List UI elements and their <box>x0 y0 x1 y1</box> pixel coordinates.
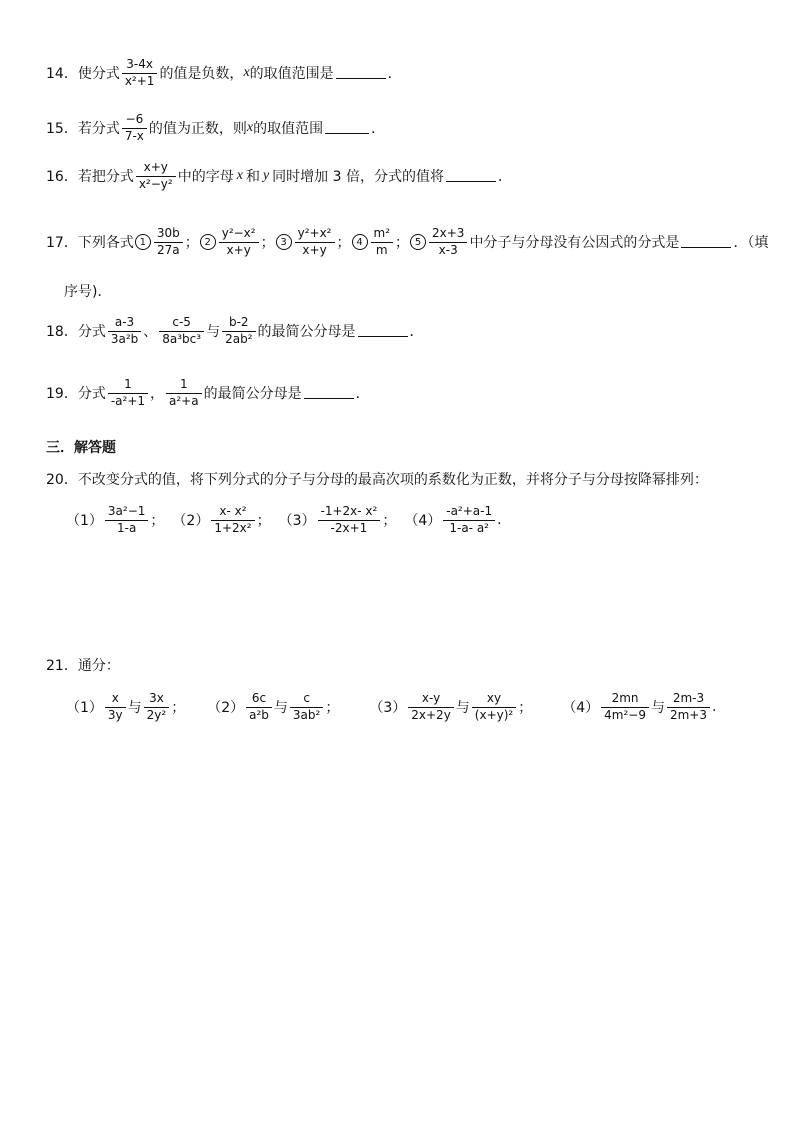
fraction: $\frac{xy}{\text{(x+y)²}}$ <box>472 692 516 723</box>
question-number: 15． <box>46 121 78 138</box>
fraction: $\frac{30b}{27a}$ <box>154 227 183 258</box>
fraction: $\frac{x+y}{\text{x²−y²}}$ <box>136 161 176 192</box>
question-number: 14． <box>46 66 78 83</box>
question-20-parts <box>66 505 510 536</box>
fraction: $\frac{\text{-1+2x- x²}}{-2x+1}$ <box>318 505 381 536</box>
fraction: $\frac{2mn}{\text{4m²−9}}$ <box>601 692 649 723</box>
question-21-parts <box>66 692 724 723</box>
answer-blank[interactable] <box>304 397 354 399</box>
question-number: 20． <box>46 472 78 488</box>
question-14: 14． 使分式 $\frac{3-4x}{\text{x²+1}}$ 的值是负数， x 的取值范围是 ． <box>46 57 402 88</box>
section-heading: 三．解答题 <box>46 440 116 456</box>
fraction: $\frac{a-3}{\text{3a²b}}$ <box>108 316 141 347</box>
sub-question: （2） $\frac{6c}{\text{a²b}}$ 与 $\frac{c}{\text{3ab²}}$ ； <box>207 691 340 722</box>
fraction: $\frac{\text{y²+x²}}{x+y}$ <box>295 227 335 258</box>
fraction: $\frac{\text{3a²−1}}{1-a}$ <box>105 505 149 536</box>
fraction: $\frac{c-5}{\text{8a³bc³}}$ <box>159 316 204 347</box>
fraction: $\frac{2m-3}{2m+3}$ <box>667 692 710 723</box>
fraction: $\frac{3-4x}{\text{x²+1}}$ <box>122 58 158 89</box>
question-number: 16． <box>46 169 78 186</box>
question-number: 18． <box>46 324 78 341</box>
fraction: $\frac{-6}{7-x}$ <box>122 113 147 144</box>
circled-number-5: 5 <box>410 234 426 250</box>
sub-question: （4） $\frac{\text{-a²+a-1}}{\text{1-a- a²}}$ . <box>404 504 502 535</box>
question-18: 18． 分式 $\frac{a-3}{\text{3a²b}}$ 、 $\frac{c-5}{\text{8a³bc³}}$ 与 $\frac{b-2}{\text{2ab²}}$ 的最简公分母是 ． <box>46 315 424 346</box>
question-15: 15． 若分式 $\frac{-6}{7-x}$ 的值为正数，则 x 的取值范围 ． <box>46 112 386 143</box>
question-16: 16． 若把分式 $\frac{x+y}{\text{x²−y²}}$ 中的字母 x 和 y 同时增加 3 倍，分式的值将 ． <box>46 160 512 191</box>
question-17: 17． 下列各式 1 $\frac{30b}{27a}$ ； 2 $\frac{\text{y²−x²}}{x+y}$ ； 3 $\frac{\text{y²+x²}}{x+y}$ ； 4 $\frac{\text{m²}}{m}$ ； 5 $\frac{2x+3}{x-3}$ 中分子与分母没有公因式的分式是 ．（填 <box>46 226 769 257</box>
fraction: $\frac{\text{x- x²}}{\text{1+2x²}}$ <box>211 505 254 536</box>
circled-number-3: 3 <box>276 234 292 250</box>
answer-blank[interactable] <box>358 335 408 337</box>
question-number: 21． <box>46 658 78 674</box>
question-21: 21． 通分： <box>46 655 120 675</box>
fraction: $\frac{3x}{\text{2y²}}$ <box>144 692 170 723</box>
answer-blank[interactable] <box>681 246 731 248</box>
circled-number-4: 4 <box>352 234 368 250</box>
fraction: $\frac{2x+3}{x-3}$ <box>429 227 467 258</box>
fraction: $\frac{1}{\text{-a²+1}}$ <box>108 378 148 409</box>
fraction: $\frac{\text{m²}}{m}$ <box>371 227 394 258</box>
question-20: 20． 不改变分式的值，将下列分式的分子与分母的最高次项的系数化为正数，并将分子与分母按降幂排列： <box>46 469 708 489</box>
question-19: 19． 分式 $\frac{1}{\text{-a²+1}}$ ， $\frac{1}{\text{a²+a}}$ 的最简公分母是 ． <box>46 377 370 408</box>
fraction: $\frac{\text{-a²+a-1}}{\text{1-a- a²}}$ <box>443 505 495 536</box>
question-number: 17． <box>46 235 78 252</box>
sub-question: （4） $\frac{2mn}{\text{4m²−9}}$ 与 $\frac{2m-3}{2m+3}$ . <box>562 691 717 722</box>
fraction: $\frac{6c}{\text{a²b}}$ <box>246 692 272 723</box>
sub-question: （2） $\frac{\text{x- x²}}{\text{1+2x²}}$ ； <box>172 504 271 535</box>
fraction: $\frac{x-y}{2x+2y}$ <box>408 692 454 723</box>
fraction: $\frac{x}{3y}$ <box>105 692 126 723</box>
sub-question: （3） $\frac{x-y}{2x+2y}$ 与 $\frac{xy}{\text{(x+y)²}}$ ； <box>369 691 533 722</box>
sub-question: （1） $\frac{\text{3a²−1}}{1-a}$ ； <box>66 504 165 535</box>
circled-number-2: 2 <box>200 234 216 250</box>
question-number: 19． <box>46 386 78 403</box>
fraction: $\frac{\text{y²−x²}}{x+y}$ <box>219 227 259 258</box>
sub-question: （3） $\frac{\text{-1+2x- x²}}{-2x+1}$ ； <box>278 504 397 535</box>
fraction: $\frac{b-2}{\text{2ab²}}$ <box>222 316 255 347</box>
fraction: $\frac{c}{\text{3ab²}}$ <box>290 692 323 723</box>
answer-blank[interactable] <box>336 77 386 79</box>
fraction: $\frac{1}{\text{a²+a}}$ <box>166 378 202 409</box>
circled-number-1: 1 <box>135 234 151 250</box>
sub-question: （1） $\frac{x}{3y}$ 与 $\frac{3x}{\text{2y²}}$ ； <box>66 691 186 722</box>
question-17-continuation: 序号)． <box>64 284 112 300</box>
answer-blank[interactable] <box>446 180 496 182</box>
answer-blank[interactable] <box>325 132 369 134</box>
